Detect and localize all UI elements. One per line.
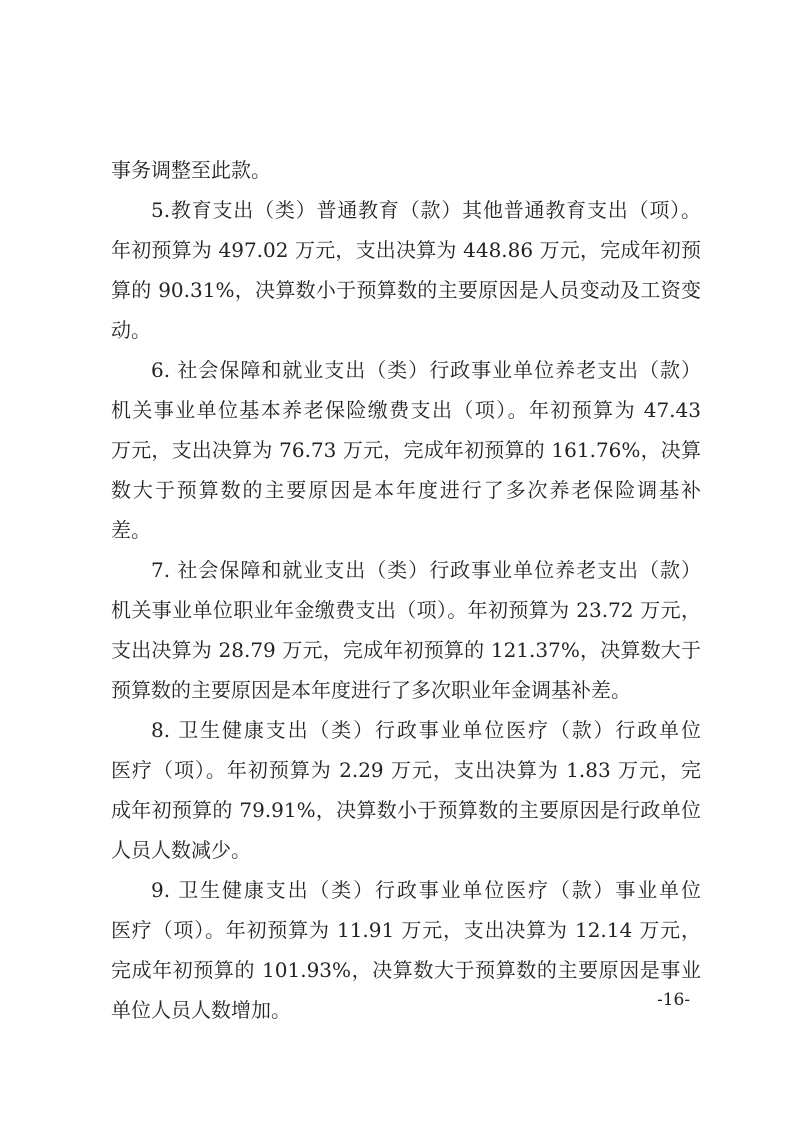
text-line: 医疗（项）。年初预算为 2.29 万元，支出决算为 1.83 万元，完: [111, 758, 701, 782]
text-line: 9. 卫生健康支出（类）行政事业单位医疗（款）事业单位: [151, 878, 701, 902]
text-line: 机关事业单位职业年金缴费支出（项）。年初预算为 23.72 万元，: [111, 598, 701, 622]
text-line: 机关事业单位基本养老保险缴费支出（项）。年初预算为 47.43: [111, 398, 701, 422]
text-line: 8. 卫生健康支出（类）行政事业单位医疗（款）行政单位: [151, 718, 701, 742]
text-line: 完成年初预算的 101.93%，决算数大于预算数的主要原因是事业: [111, 958, 701, 982]
text-line: 算的 90.31%，决算数小于预算数的主要原因是人员变动及工资变: [111, 278, 701, 302]
page-number: -16-: [657, 990, 691, 1010]
text-line: 7. 社会保障和就业支出（类）行政事业单位养老支出（款）: [151, 558, 701, 582]
paragraph: [111, 870, 701, 1030]
paragraph: [111, 150, 701, 190]
text-line: 预算数的主要原因是本年度进行了多次职业年金调基补差。: [111, 678, 631, 702]
text-line: 人员人数减少。: [111, 838, 251, 862]
paragraph: [111, 710, 701, 870]
text-line: 年初预算为 497.02 万元，支出决算为 448.86 万元，完成年初预: [111, 238, 701, 262]
text-line: 成年初预算的 79.91%，决算数小于预算数的主要原因是行政单位: [111, 798, 701, 822]
paragraph: [111, 190, 701, 350]
text-line: 6. 社会保障和就业支出（类）行政事业单位养老支出（款）: [151, 358, 701, 382]
text-line: 数大于预算数的主要原因是本年度进行了多次养老保险调基补: [111, 478, 701, 502]
document-body: [111, 150, 701, 1030]
text-line: 差。: [111, 518, 151, 542]
text-line: 单位人员人数增加。: [111, 998, 291, 1022]
text-line: 动。: [111, 318, 151, 342]
paragraph: [111, 350, 701, 550]
text-line: 支出决算为 28.79 万元，完成年初预算的 121.37%，决算数大于: [111, 638, 701, 662]
text-line: 5.教育支出（类）普通教育（款）其他普通教育支出（项）。: [151, 198, 701, 222]
text-line: 万元，支出决算为 76.73 万元，完成年初预算的 161.76%，决算: [111, 438, 701, 462]
text-line: 事务调整至此款。: [111, 158, 271, 182]
text-line: 医疗（项）。年初预算为 11.91 万元，支出决算为 12.14 万元，: [111, 918, 701, 942]
paragraph: [111, 550, 701, 710]
